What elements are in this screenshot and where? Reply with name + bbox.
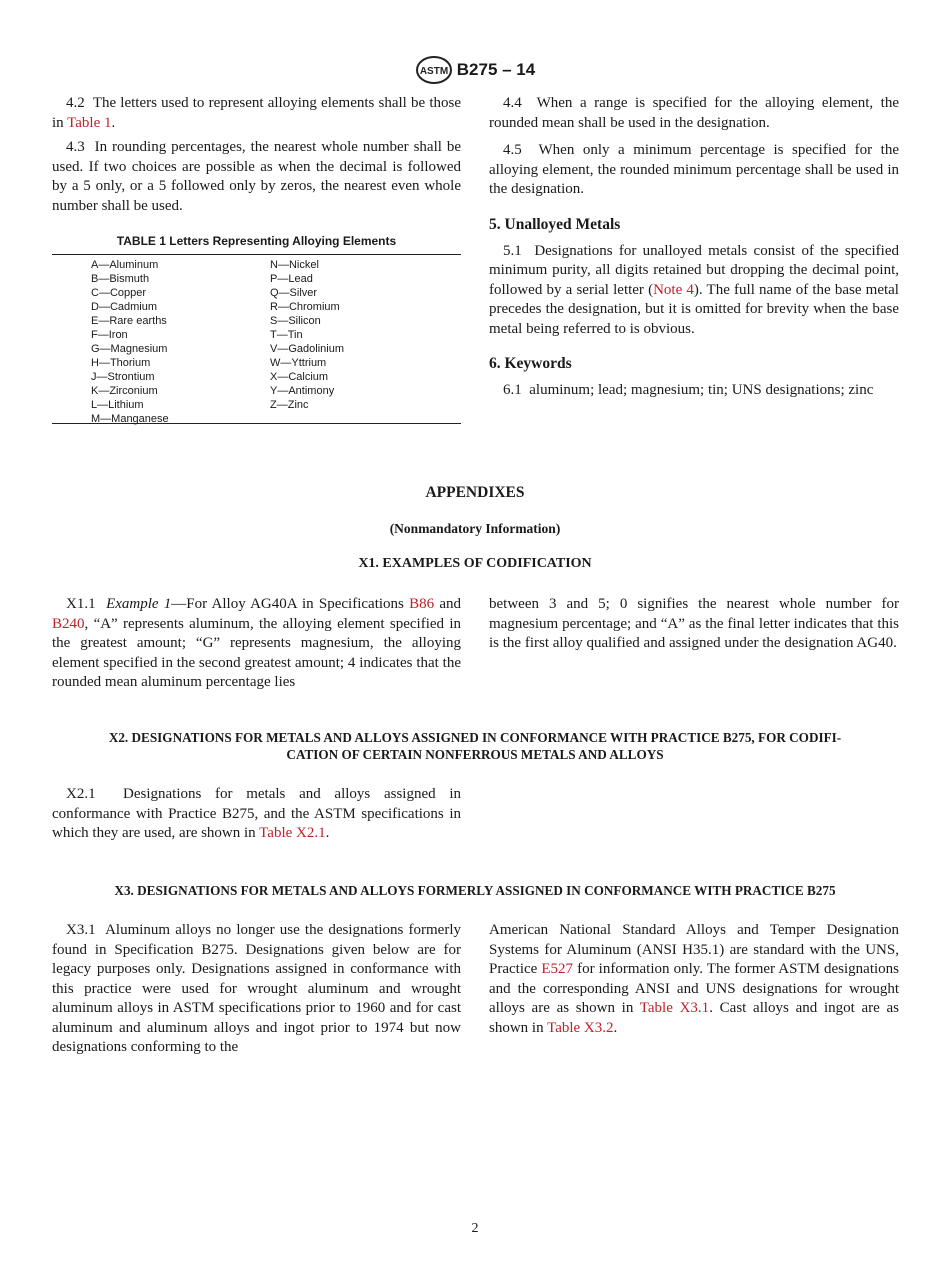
paragraph-x3-1-continued: American National Standard Alloys and Temper Designation Systems for Aluminum (ANSI H35.1) are standard with the UNS, Practice E527 for information only. The former ASTM designations and the corresponding ANSI and UNS designations for wrought alloys are as shown in Table X3.1. Cast alloys and ingot are as shown in Table X3.2.	[489, 922, 900, 1036]
document-designation: B275 – 14	[456, 60, 536, 79]
x3-right-column	[489, 921, 899, 1038]
table-column-1	[91, 258, 169, 426]
table-cell: R—Chromium	[270, 301, 340, 313]
paragraph-6-1: 6.1 aluminum; lead; magnesium; tin; UNS designations; zinc	[503, 382, 874, 398]
table-cell: W—Yttrium	[270, 357, 327, 369]
paragraph-x2-1: X2.1 Designations for metals and alloys assigned in conformance with Practice B275, and the ASTM specifications in which they are used, are shown in Table X2.1.	[52, 786, 461, 841]
e527-link[interactable]: E527	[541, 961, 574, 977]
page-number: 2	[471, 1221, 479, 1236]
table-cell: P—Lead	[270, 273, 313, 285]
paragraph-5-1: 5.1 Designations for unalloyed metals consist of the specified minimum purity, all digits retained but dropping the decimal point, followed by a serial letter (Note 4). The full name of the base metal precedes the designation, but it is omitted for brevity when the base metal being referred to is obvious.	[489, 242, 900, 337]
paragraph-x1-1: X1.1 Example 1—For Alloy AG40A in Specifications B86 and B240, “A” represents aluminum, the alloying element specified in the greatest amount; “G” represents magnesium, the alloying element specified in the second greatest amount; 4 indicates that the rounded mean aluminum percentage lies	[52, 596, 461, 690]
table-cell: V—Gadolinium	[270, 343, 344, 355]
table-cell: L—Lithium	[91, 399, 144, 411]
table-cell: F—Iron	[91, 329, 128, 341]
table-cell: A—Aluminum	[91, 259, 159, 271]
paragraph-4-5: 4.5 When only a minimum percentage is specified for the alloying element, the rounded minimum percentage shall be used in the designation.	[489, 142, 900, 197]
paragraph-4-3: 4.3 In rounding percentages, the nearest whole number shall be used. If two choices are possible as when the decimal is followed by a 5 only, or a 5 followed only by zeros, the nearest even whole number shall be used.	[52, 139, 461, 214]
table-cell: X—Calcium	[270, 371, 329, 383]
table-cell: M—Manganese	[91, 413, 169, 425]
section-5-heading: 5. Unalloyed Metals	[489, 215, 621, 233]
table-column-2	[270, 258, 344, 412]
b86-link[interactable]: B86	[409, 596, 435, 612]
left-column	[52, 94, 461, 216]
table-1-link[interactable]: Table 1	[67, 114, 112, 131]
table-x3-1-link[interactable]: Table X3.1	[639, 1000, 710, 1016]
x2-column	[52, 785, 461, 844]
table-x2-1-link[interactable]: Table X2.1	[259, 825, 326, 841]
table-cell: S—Silicon	[270, 315, 321, 327]
x3-left-column	[52, 921, 461, 1058]
x1-left-column	[52, 595, 461, 693]
b240-link[interactable]: B240	[52, 615, 85, 632]
astm-logo-icon	[415, 55, 453, 85]
section-6-heading: 6. Keywords	[489, 355, 572, 372]
paragraph-4-4: 4.4 When a range is specified for the alloying element, the rounded mean shall be used in the designation.	[489, 95, 899, 131]
table-cell: G—Magnesium	[91, 343, 168, 355]
svg-text:ASTM: ASTM	[419, 66, 448, 77]
table-cell: C—Copper	[91, 287, 147, 299]
table-1	[52, 234, 461, 424]
paragraph-4-2: 4.2 The letters used to represent alloying elements shall be those in Table 1.	[52, 95, 461, 131]
table-cell: J—Strontium	[91, 371, 155, 383]
x1-right-column	[489, 595, 899, 654]
x1-heading: X1. EXAMPLES OF CODIFICATION	[358, 556, 592, 571]
x3-heading: X3. DESIGNATIONS FOR METALS AND ALLOYS FORMERLY ASSIGNED IN CONFORMANCE WITH PRACTICE B275	[114, 883, 836, 898]
page-header	[0, 55, 950, 85]
table-cell: Y—Antimony	[270, 385, 335, 397]
table-cell: T—Tin	[270, 329, 303, 341]
appendixes-subtitle: (Nonmandatory Information)	[389, 521, 561, 536]
table-cell: K—Zirconium	[91, 385, 158, 397]
note-4-link[interactable]: Note 4	[653, 281, 694, 298]
paragraph-x1-1-continued: between 3 and 5; 0 signifies the nearest whole number for magnesium percentage; and “A” as the final letter indicates that this is the first alloy qualified and assigned under the designation AG40.	[489, 596, 899, 651]
appendixes-title: APPENDIXES	[425, 484, 525, 501]
table-cell: Z—Zinc	[270, 399, 309, 411]
table-cell: N—Nickel	[270, 259, 319, 271]
x2-heading: X2. DESIGNATIONS FOR METALS AND ALLOYS ASSIGNED IN CONFORMANCE WITH PRACTICE B275, FOR CODIFI- CATION OF CERTAIN NONFERROUS METALS AND ALLOYS	[108, 730, 842, 762]
table-cell: Q—Silver	[270, 287, 318, 299]
paragraph-x3-1: X3.1 Aluminum alloys no longer use the designations formerly found in Specification B275. Designations given below are for legacy purposes only. Designations assigned in conformance with this practice were used for wrought aluminum and wrought aluminum alloys in ASTM specifications prior to 1960 and for cast aluminum and aluminum alloys and ingot prior to 1974 but now designations conforming to the	[52, 922, 461, 1055]
table-cell: B—Bismuth	[91, 273, 150, 285]
table-cell: E—Rare earths	[91, 315, 167, 327]
table-cell: D—Cadmium	[91, 301, 158, 313]
right-column	[489, 94, 899, 401]
table-caption: TABLE 1 Letters Representing Alloying Elements	[116, 234, 397, 248]
table-x3-2-link[interactable]: Table X3.2	[547, 1019, 614, 1036]
table-cell: H—Thorium	[91, 357, 151, 369]
